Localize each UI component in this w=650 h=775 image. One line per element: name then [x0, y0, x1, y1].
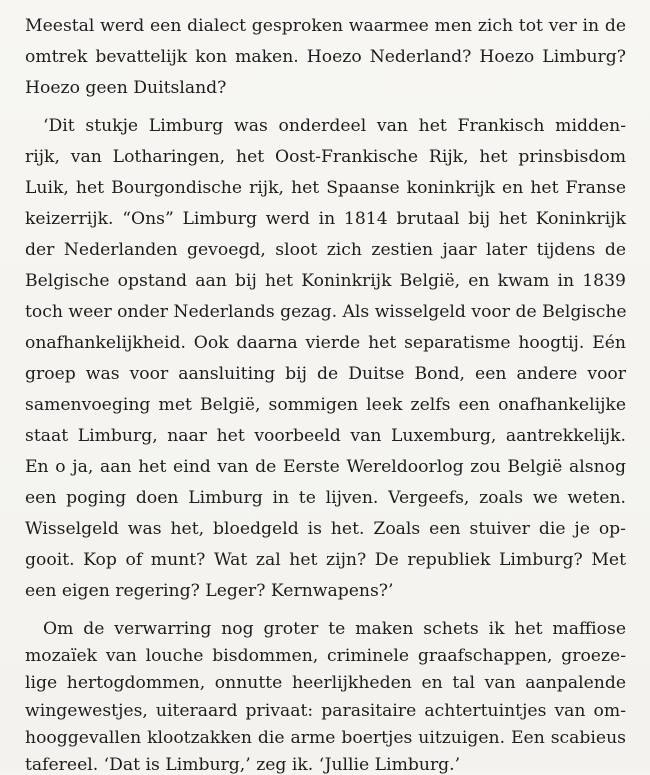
- text-line: Hoezo geen Duitsland?: [25, 78, 227, 98]
- text-line: een poging doen Limburg in te lijven. Vergeefs, zoals we weten.: [25, 488, 626, 508]
- text-line: wingewestjes, uiteraard privaat: parasitaire achtertuintjes van om-: [25, 700, 626, 721]
- text-line: keizerrijk. “Ons” Limburg werd in 1814 brutaal bij het Koninkrijk: [25, 209, 626, 229]
- text-line: Luik, het Bourgondische rijk, het Spaanse koninkrijk en het Franse: [25, 178, 626, 198]
- text-line: hooggevallen klootzakken die arme boertjes uitzuigen. Een scabieus: [25, 727, 626, 748]
- text-line: rijk, van Lotharingen, het Oost-Frankische Rijk, het prinsbisdom: [25, 147, 626, 167]
- text-line: der Nederlanden gevoegd, sloot zich zestien jaar later tijdens de: [25, 240, 626, 260]
- text-line: Om de verwarring nog groter te maken schets ik het maffiose: [43, 619, 626, 639]
- text-line: samenvoeging met België, sommigen leek zelfs een onafhankelijke: [25, 395, 626, 415]
- text-line: tafereel. ‘Dat is Limburg,’ zeg ik. ‘Jullie Limburg.’: [25, 755, 461, 775]
- text-line: lige hertogdommen, onnutte heerlijkheden en tal van aanpalende: [25, 673, 626, 694]
- text-line: ‘Dit stukje Limburg was onderdeel van het Frankisch midden-: [43, 116, 626, 136]
- text-line: toch weer onder Nederlands gezag. Als wisselgeld voor de Belgische: [25, 302, 627, 322]
- text-line: omtrek bevattelijk kon maken. Hoezo Nederland? Hoezo Limburg?: [25, 47, 626, 67]
- text-line: een eigen regering? Leger? Kernwapens?’: [25, 581, 394, 601]
- text-line: groep was voor aansluiting bij de Duitse Bond, een andere voor: [25, 364, 626, 384]
- text-line: staat Limburg, naar het voorbeeld van Luxemburg, aantrekkelijk.: [25, 426, 626, 446]
- text-line: En o ja, aan het eind van de Eerste Wereldoorlog zou België alsnog: [25, 457, 626, 477]
- text-line: gooit. Kop of munt? Wat zal het zijn? De republiek Limburg? Met: [25, 550, 626, 570]
- text-line: Meestal werd een dialect gesproken waarmee men zich tot ver in de: [25, 16, 626, 36]
- text-line: onafhankelijkheid. Ook daarna vierde het separatisme hoogtij. Eén: [25, 333, 626, 353]
- text-line: Belgische opstand aan bij het Koninkrijk België, en kwam in 1839: [25, 271, 626, 291]
- text-line: mozaïek van louche bisdommen, criminele graafschappen, groeze-: [25, 646, 626, 667]
- text-line: Wisselgeld was het, bloedgeld is het. Zoals een stuiver die je op-: [25, 519, 626, 539]
